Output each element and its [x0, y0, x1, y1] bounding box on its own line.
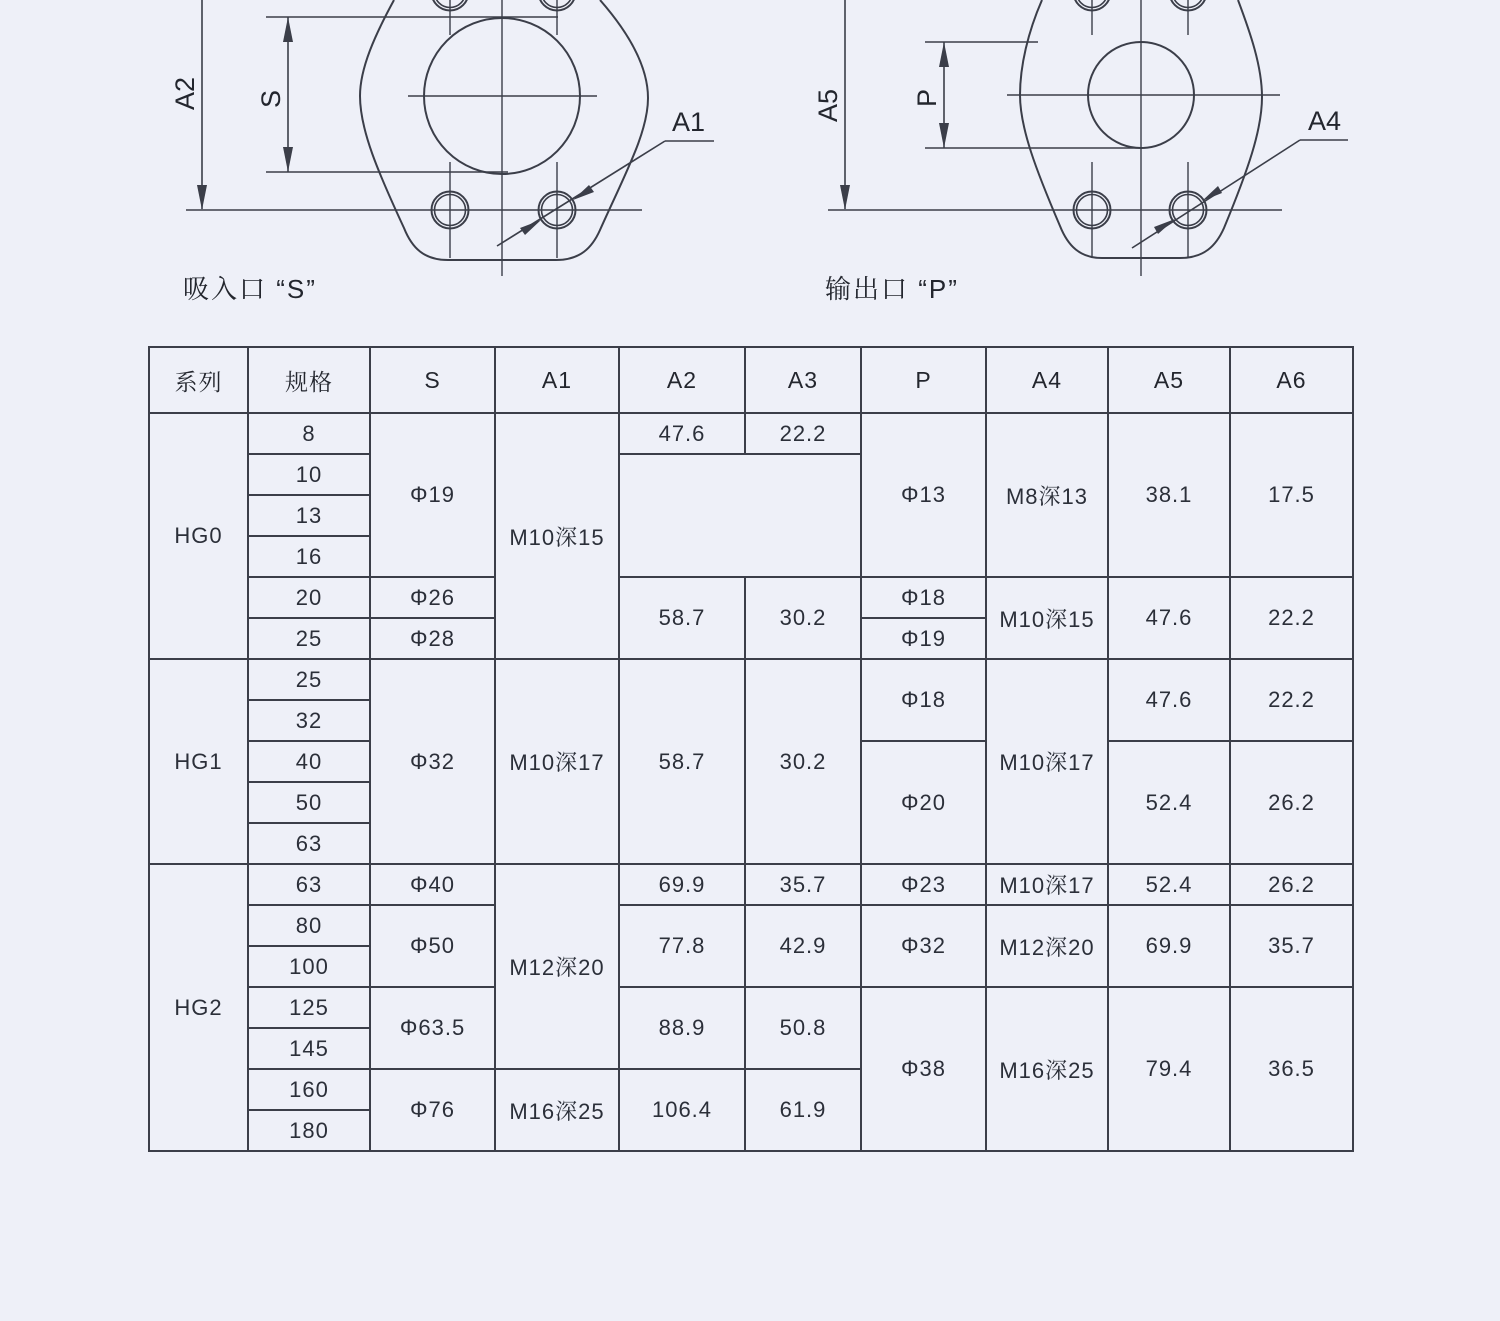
table-body	[149, 413, 1353, 1151]
table-cell: 80	[248, 905, 370, 946]
table-cell: M16深25	[986, 987, 1108, 1151]
table-cell: 25	[248, 659, 370, 700]
table-cell: 22.2	[745, 413, 861, 454]
table-cell: 63	[248, 823, 370, 864]
table-cell: 35.7	[1230, 905, 1353, 987]
table-cell: M10深17	[495, 659, 619, 864]
column-header: P	[861, 347, 986, 413]
centerlines	[828, 0, 1282, 276]
table-cell: HG0	[149, 413, 248, 659]
table-cell: 26.2	[1230, 741, 1353, 864]
table-cell: 30.2	[745, 659, 861, 864]
table-row	[149, 987, 1353, 1028]
table-cell: 36.5	[1230, 987, 1353, 1151]
table-cell: 125	[248, 987, 370, 1028]
table-cell: 52.4	[1108, 741, 1230, 864]
table-cell: 32	[248, 700, 370, 741]
table-cell: 20	[248, 577, 370, 618]
table-cell: 50.8	[745, 987, 861, 1069]
table-cell: 79.4	[1108, 987, 1230, 1151]
table-cell: 180	[248, 1110, 370, 1151]
column-header: A6	[1230, 347, 1353, 413]
suction-port-caption: 吸入口 “S”	[183, 274, 317, 304]
table-cell: 38.1	[1108, 413, 1230, 577]
table-cell: 47.6	[1108, 659, 1230, 741]
dimension-s	[266, 17, 558, 172]
table-cell: Φ38	[861, 987, 986, 1151]
table-cell: Φ19	[861, 618, 986, 659]
column-header: A3	[745, 347, 861, 413]
table-cell: Φ32	[370, 659, 495, 864]
table-cell: Φ50	[370, 905, 495, 987]
table-cell: 16	[248, 536, 370, 577]
table-cell: Φ40	[370, 864, 495, 905]
table-cell: 69.9	[619, 864, 745, 905]
table-cell: Φ13	[861, 413, 986, 577]
table-cell: Φ28	[370, 618, 495, 659]
leader-a4-label: A4	[1308, 106, 1342, 136]
table-cell: 160	[248, 1069, 370, 1110]
table-cell: 58.7	[619, 577, 745, 659]
table-cell: M8深13	[986, 413, 1108, 577]
column-header: 系列	[149, 347, 248, 413]
table-cell: 42.9	[745, 905, 861, 987]
leader-a1-label: A1	[672, 107, 706, 137]
column-header: S	[370, 347, 495, 413]
leader-a1	[497, 141, 714, 246]
table-cell: Φ19	[370, 413, 495, 577]
table-cell: 50	[248, 782, 370, 823]
column-header: A2	[619, 347, 745, 413]
table-cell: Φ23	[861, 864, 986, 905]
output-port-caption: 输出口 “P”	[825, 274, 959, 304]
table-row	[149, 905, 1353, 946]
table-cell: 8	[248, 413, 370, 454]
table-cell: 13	[248, 495, 370, 536]
table-header-row	[149, 347, 1353, 413]
table-cell: M12深20	[986, 905, 1108, 987]
table-cell: 25	[248, 618, 370, 659]
table-cell: 52.4	[1108, 864, 1230, 905]
dimension-a5-label: A5	[813, 88, 843, 122]
centerlines	[186, 0, 642, 276]
output-port-drawing	[813, 0, 1348, 276]
table-cell: 26.2	[1230, 864, 1353, 905]
table-cell: 88.9	[619, 987, 745, 1069]
table-cell: M10深17	[986, 659, 1108, 864]
table-cell: Φ18	[861, 659, 986, 741]
flange-outline	[360, 0, 648, 260]
table-cell: Φ20	[861, 741, 986, 864]
table-cell: 61.9	[745, 1069, 861, 1151]
table-cell: 145	[248, 1028, 370, 1069]
table-cell: 47.6	[619, 413, 745, 454]
table-cell: HG2	[149, 864, 248, 1151]
leader-a4	[1132, 140, 1348, 248]
table-cell: M10深15	[495, 413, 619, 659]
column-header: 规格	[248, 347, 370, 413]
table-cell: 69.9	[1108, 905, 1230, 987]
table-cell: Φ76	[370, 1069, 495, 1151]
table-cell: M16深25	[495, 1069, 619, 1151]
table-cell: M10深17	[986, 864, 1108, 905]
dimension-a2-label: A2	[170, 76, 200, 110]
table-cell: 100	[248, 946, 370, 987]
table-cell: Φ18	[861, 577, 986, 618]
table-cell: 22.2	[1230, 659, 1353, 741]
suction-port-drawing	[170, 0, 714, 276]
dimension-table	[148, 346, 1354, 1152]
table-cell: 10	[248, 454, 370, 495]
table-row	[149, 577, 1353, 618]
table-cell: 30.2	[745, 577, 861, 659]
table-cell: Φ63.5	[370, 987, 495, 1069]
table-cell: 47.6	[1108, 577, 1230, 659]
table-cell: 17.5	[1230, 413, 1353, 577]
table-cell: 106.4	[619, 1069, 745, 1151]
table-row	[149, 864, 1353, 905]
table-row	[149, 659, 1353, 700]
dimension-s-label: S	[256, 89, 286, 108]
table-cell: M10深15	[986, 577, 1108, 659]
table-cell: HG1	[149, 659, 248, 864]
column-header: A1	[495, 347, 619, 413]
table-row	[149, 413, 1353, 454]
table-cell: 40	[248, 741, 370, 782]
table-cell: 63	[248, 864, 370, 905]
dimension-p-label: P	[912, 88, 942, 107]
table-cell: 35.7	[745, 864, 861, 905]
table-cell: Φ26	[370, 577, 495, 618]
table-cell: Φ32	[861, 905, 986, 987]
table-cell: 77.8	[619, 905, 745, 987]
column-header: A5	[1108, 347, 1230, 413]
column-header: A4	[986, 347, 1108, 413]
table-cell: 58.7	[619, 659, 745, 864]
table-cell: 22.2	[1230, 577, 1353, 659]
table-cell: M12深20	[495, 864, 619, 1069]
